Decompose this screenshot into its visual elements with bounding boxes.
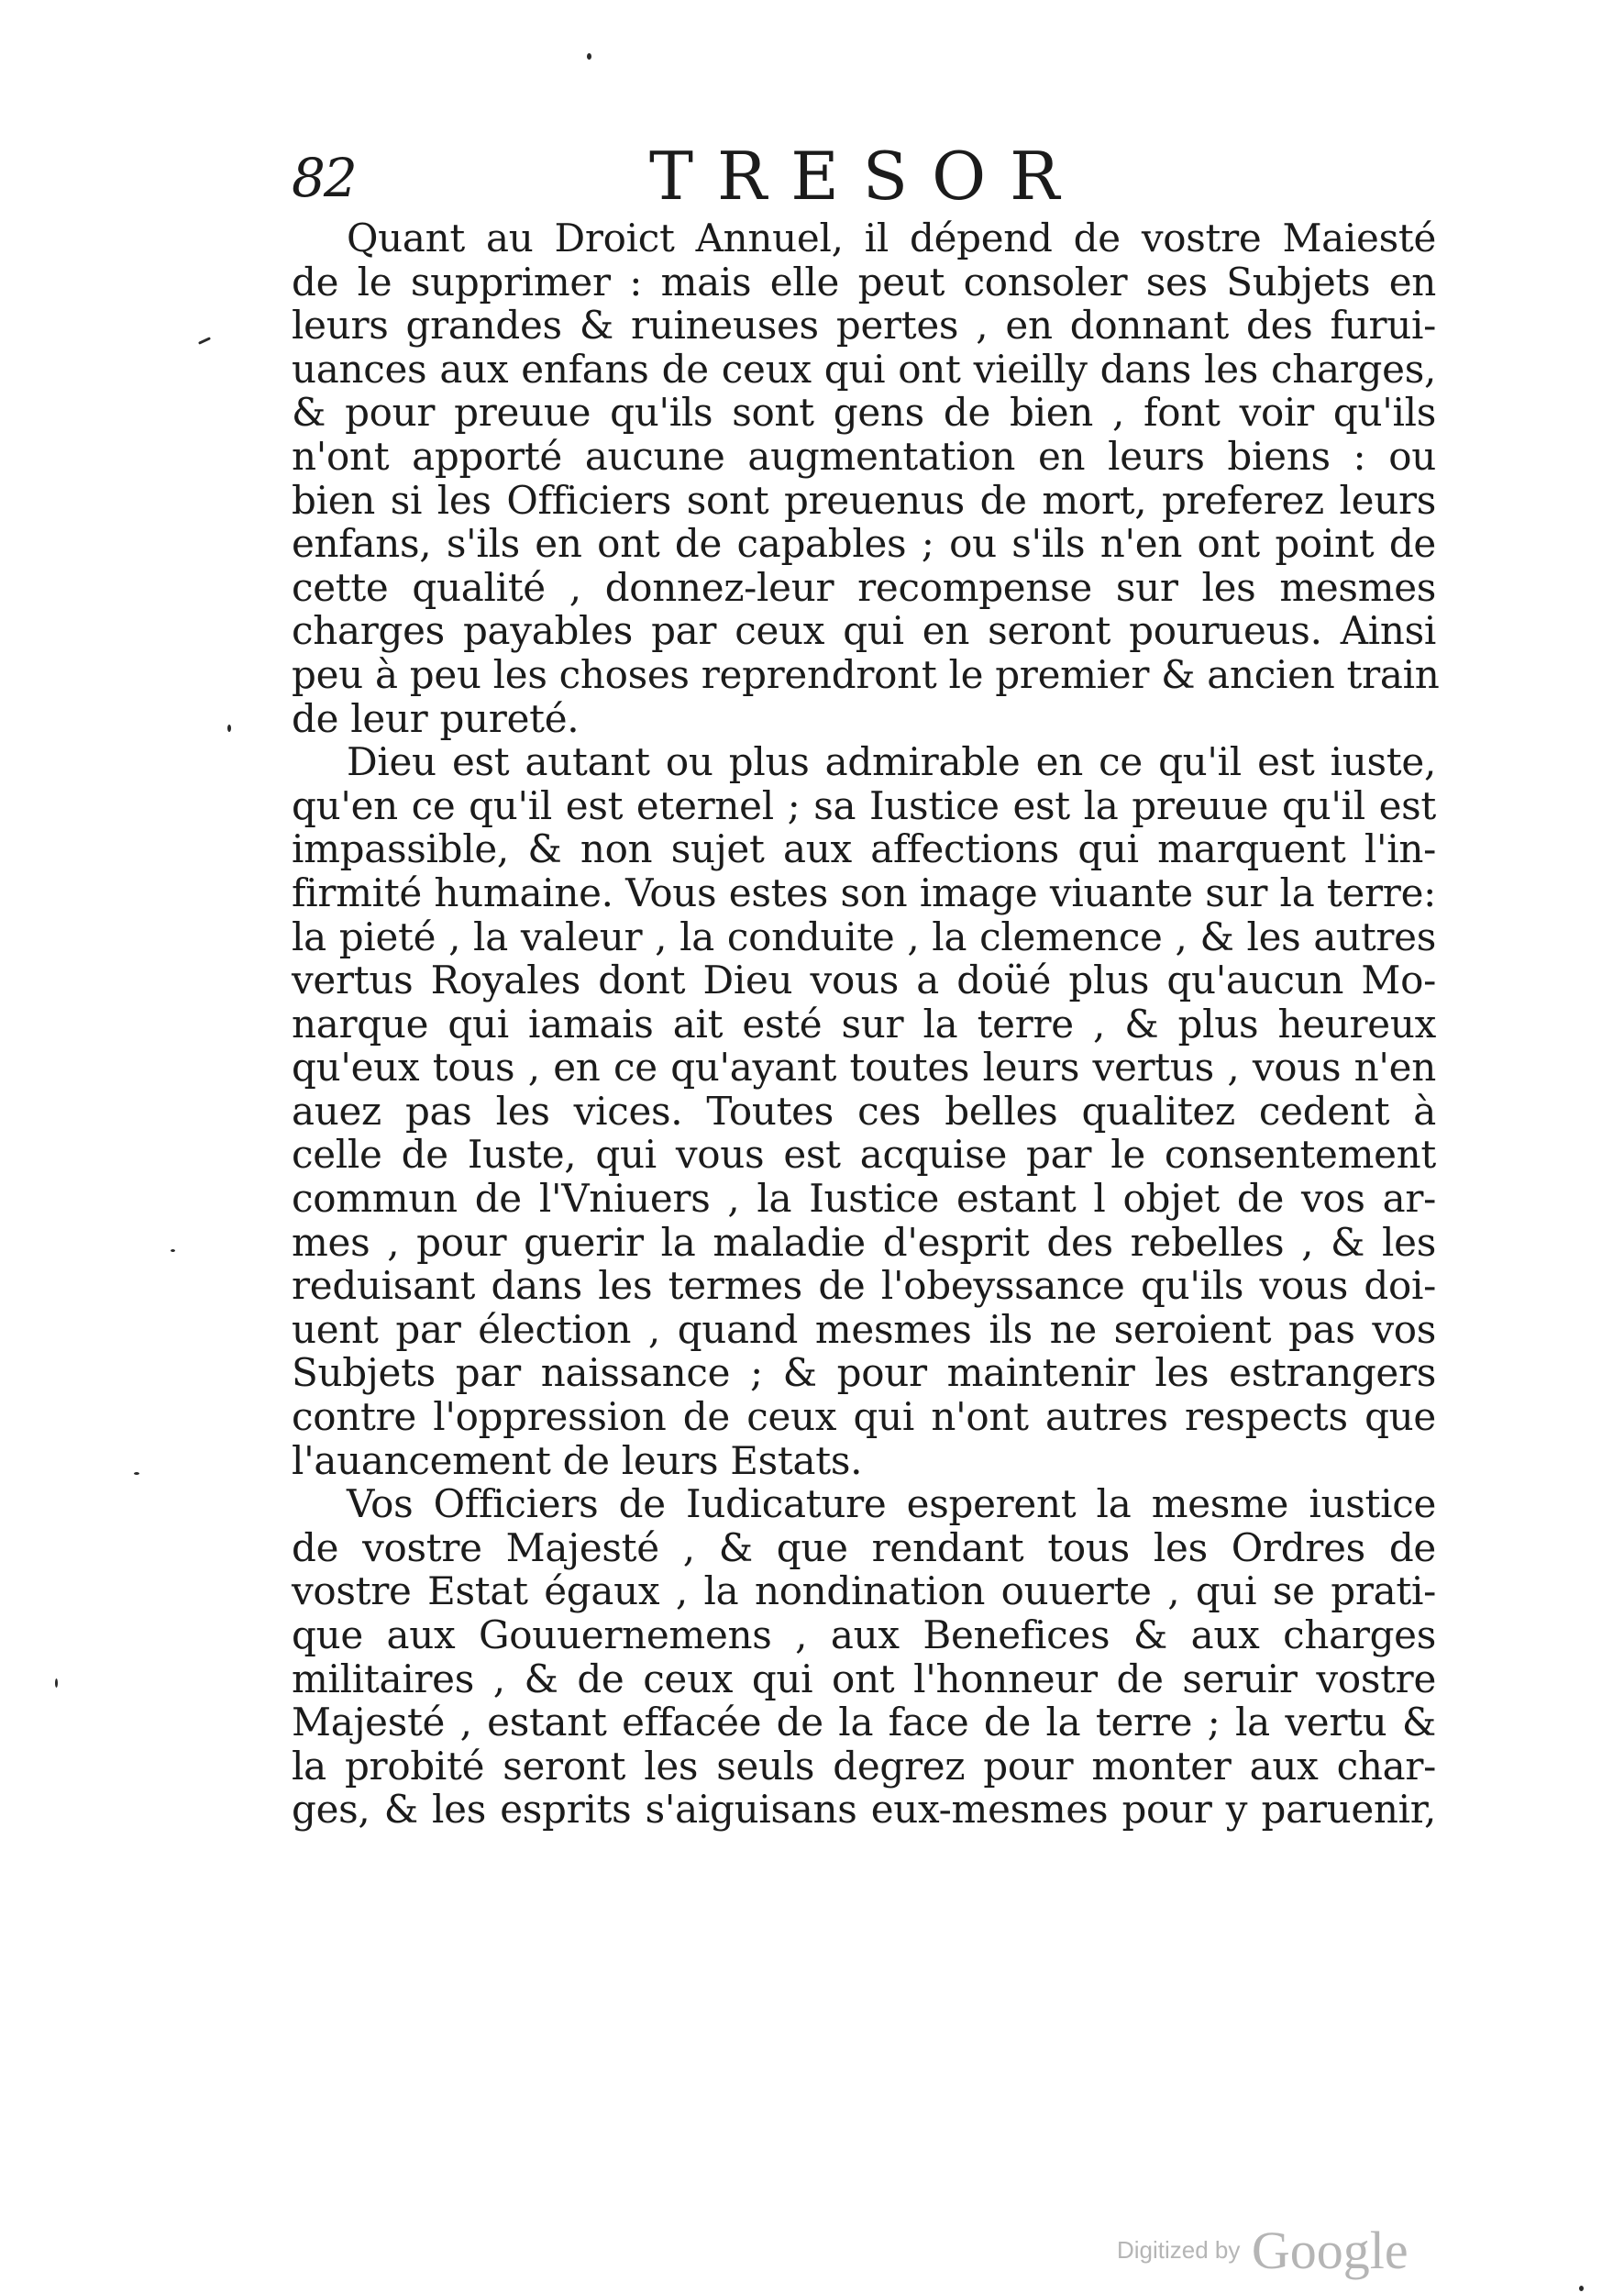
text-line: vostre Estat égaux , la nondination ouuerte , qui se prati- [292,1568,1436,1614]
text-line: vertus Royales dont Dieu vous a doüé plus qu'aucun Mo- [292,958,1436,1003]
text-line: auez pas les vices. Toutes ces belles qualitez cedent à [292,1088,1436,1134]
text-line: enfans, s'ils en ont de capables ; ou s'ils n'en ont point de [292,521,1436,567]
ink-speck [171,1249,175,1252]
google-watermark [1117,2220,1409,2281]
text-line: qu'eux tous , en ce qu'ayant toutes leurs vertus , vous n'en [292,1045,1436,1091]
body-text [292,216,1440,1833]
text-line: uances aux enfans de ceux qui ont vieilly dans les charges, [292,346,1436,392]
text-line: firmité humaine. Vous estes son image viuante sur la terre: [292,870,1436,915]
text-line: de le supprimer : mais elle peut consoler ses Subjets en [292,259,1436,305]
text-line: narque qui iamais ait esté sur la terre , & plus heureux [292,1001,1436,1047]
text-line: Dieu est autant ou plus admirable en ce qu'il est iuste, [347,739,1436,785]
text-line: reduisant dans les termes de l'obeyssance qu'ils vous doi- [292,1263,1436,1309]
text-line: & pour preuue qu'ils sont gens de bien , font voir qu'ils [292,390,1436,436]
text-line: Majesté , estant effacée de la face de la terre ; la vertu & [292,1700,1436,1745]
text-line: commun de l'Vniuers , la Iustice estant l objet de vos ar- [292,1176,1436,1222]
text-line: contre l'oppression de ceux qui n'ont autres respects que [292,1394,1436,1440]
ink-speck [134,1472,139,1475]
text-line: mes , pour guerir la maladie d'esprit des rebelles , & les [292,1219,1436,1265]
text-line: Vos Officiers de Iudicature esperent la mesme iustice [347,1481,1436,1527]
text-line: impassible, & non sujet aux affections qui marquent l'in- [292,826,1436,872]
text-line: cette qualité , donnez-leur recompense sur les mesmes [292,564,1436,610]
text-line: l'auancement de leurs Estats. [292,1437,863,1483]
text-line: de leur pureté. [292,695,580,741]
text-line: que aux Gouuernemens , aux Benefices & aux charges [292,1612,1436,1657]
text-line: n'ont apporté aucune augmentation en leurs biens : ou [292,433,1436,479]
digitized-by-label: Digitized by [1117,2236,1241,2264]
text-line: charges payables par ceux qui en seront pourueus. Ainsi [292,608,1436,654]
ink-speck [55,1678,58,1688]
ink-speck [587,53,591,60]
text-line: qu'en ce qu'il est eternel ; sa Iustice est la preuue qu'il est [292,782,1436,828]
ink-speck [198,337,211,345]
text-line: de vostre Majesté , & que rendant tous les Ordres de [292,1524,1436,1570]
running-title: TRESOR [649,138,1084,215]
text-line: Subjets par naissance ; & pour maintenir les estrangers [292,1350,1436,1396]
google-logo: Google [1251,2221,1409,2280]
ink-speck [227,725,231,732]
text-line: la pieté , la valeur , la conduite , la clemence , & les autres [292,914,1436,959]
text-line: la probité seront les seuls degrez pour monter aux char- [292,1743,1436,1789]
text-line: leurs grandes & ruineuses pertes , en donnant des furui- [292,303,1436,349]
page-number: 82 [292,147,356,209]
text-line: ges, & les esprits s'aiguisans eux-mesmes pour y paruenir, [292,1787,1436,1833]
text-line: uent par élection , quand mesmes ils ne seroient pas vos [292,1306,1436,1352]
text-line: Quant au Droict Annuel, il dépend de vostre Maiesté [347,216,1436,260]
text-line: peu à peu les choses reprendront le premier & ancien train [292,651,1440,697]
ink-speck [1579,2286,1584,2291]
text-line: militaires , & de ceux qui ont l'honneur de seruir vostre [292,1656,1436,1701]
page-header [292,138,1429,215]
text-line: celle de Iuste, qui vous est acquise par le consentement [292,1132,1436,1178]
text-line: bien si les Officiers sont preuenus de mort, preferez leurs [292,477,1436,523]
